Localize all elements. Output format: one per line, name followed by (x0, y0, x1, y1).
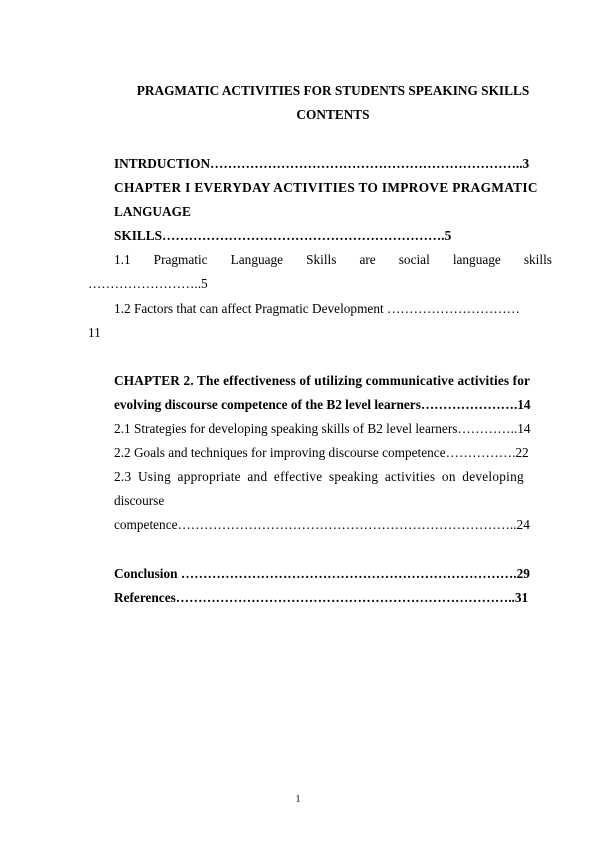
toc-entry-1-1-continuation: ……………………..5 (88, 276, 208, 291)
toc-1-1-word: social (398, 252, 430, 267)
toc-entry-2-3-line1[interactable]: 2.3 Using appropriate and effective speaking activities on developing (114, 469, 524, 484)
toc-entry-2-3-line3[interactable]: competence…………………………………………………………………..24 (114, 517, 530, 532)
toc-1-1-word: Skills (306, 252, 337, 267)
toc-entry-references[interactable]: References…………………………………………………………………..31 (114, 590, 529, 605)
toc-entry-2-2[interactable]: 2.2 Goals and techniques for improving discourse competence…………….22 (114, 445, 529, 460)
document-title: PRAGMATIC ACTIVITIES FOR STUDENTS SPEAKING SKILLS (136, 83, 530, 98)
page-number: 1 (295, 794, 301, 805)
toc-entry-chapter1-line3[interactable]: SKILLS……………………………………………………….5 (114, 228, 452, 243)
toc-1-1-word: language (452, 252, 501, 267)
toc-1-1-word: Pragmatic (153, 252, 208, 267)
toc-entry-conclusion[interactable]: Conclusion ………………………………………………………………….29 (114, 566, 530, 581)
toc-chapter1-text: CHAPTER I EVERYDAY ACTIVITIES TO IMPROVE PRAGMATIC (114, 180, 538, 195)
toc-1-1-word: Language (230, 252, 284, 267)
toc-1-1-word: skills (523, 252, 552, 267)
toc-entry-1-2-page: 11 (88, 325, 101, 340)
contents-heading: CONTENTS (296, 107, 370, 122)
toc-1-1-word: are (359, 252, 376, 267)
toc-entry-introduction[interactable]: INTRDUCTION……………………………………………………………..3 (114, 156, 530, 171)
toc-entry-chapter1-line2: LANGUAGE (114, 204, 191, 219)
toc-entry-chapter2-line2[interactable]: evolving discourse competence of the B2 level learners………………….14 (114, 397, 531, 412)
toc-entry-chapter2-line1[interactable]: CHAPTER 2. The effectiveness of utilizing communicative activities for (114, 373, 531, 388)
toc-entry-1-2[interactable]: 1.2 Factors that can affect Pragmatic Development ………………………… (114, 301, 520, 316)
toc-entry-2-1[interactable]: 2.1 Strategies for developing speaking skills of B2 level learners…………..14 (114, 421, 531, 436)
toc-entry-2-3-line2: discourse (114, 493, 165, 508)
toc-entry-1-1[interactable] (114, 252, 552, 268)
toc-1-1-word: 1.1 (114, 252, 131, 267)
toc-entry-chapter1-line1[interactable] (114, 180, 552, 196)
